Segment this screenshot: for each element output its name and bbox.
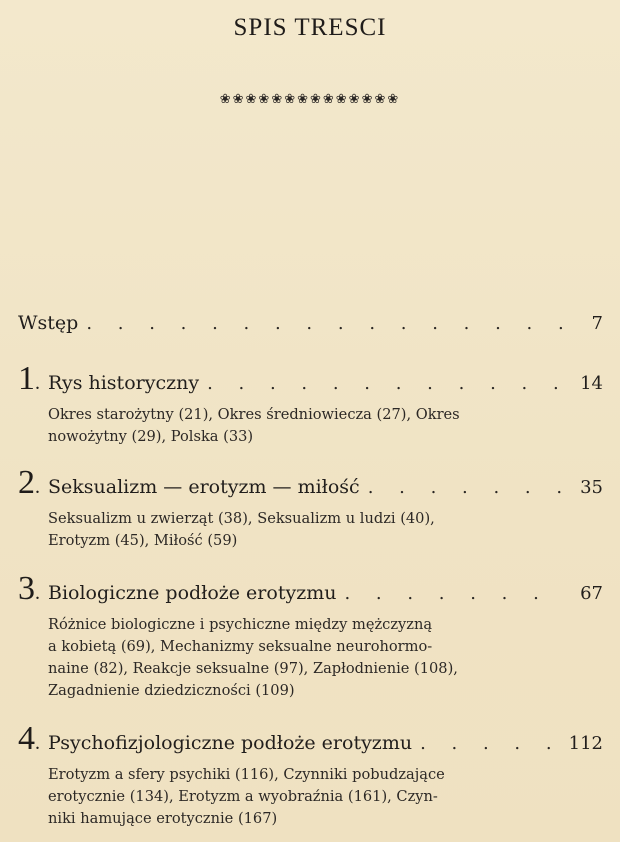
dot-leader — [207, 373, 565, 394]
chapter-number: 4. — [18, 720, 40, 757]
toc-page-number: 67 — [580, 583, 603, 604]
subsection-line: Zagadnienie dziedziczności (109) — [48, 682, 295, 699]
toc-entry-title: Psychofizjologiczne podłoże erotyzmu — [48, 732, 413, 754]
page-title: SPIS TRESCI — [233, 14, 387, 41]
subsection-line: Seksualizm u zwierząt (38), Seksualizm u ludzi (40), — [48, 510, 435, 527]
dot-leader — [344, 583, 565, 604]
subsection-list — [48, 508, 603, 552]
dot-leader — [86, 313, 565, 334]
chapter-number: 2. — [18, 464, 40, 501]
subsection-line: Okres starożytny (21), Okres średniowiecza (27), Okres — [48, 406, 460, 423]
subsection-line: Różnice biologiczne i psychiczne między mężczyzną — [48, 616, 433, 633]
toc-entry-title: Wstęp — [18, 312, 79, 334]
toc-entry-chapter-2 — [18, 466, 603, 552]
toc-page-number: 14 — [580, 373, 603, 394]
chapter-number: 3. — [18, 570, 40, 607]
subsection-line: erotycznie (134), Erotyzm a wyobraźnia (161), Czyn- — [48, 788, 438, 805]
subsection-list — [48, 614, 603, 702]
toc-page-number: 112 — [568, 733, 603, 754]
subsection-line: a kobietą (69), Mechanizmy seksualne neurohormo- — [48, 638, 433, 655]
toc-entry-chapter-4 — [18, 722, 603, 830]
subsection-line: Erotyzm a sfery psychiki (116), Czynniki pobudzające — [48, 766, 445, 783]
subsection-list — [48, 404, 603, 448]
dot-leader — [420, 733, 561, 754]
toc-entry-chapter-3 — [18, 572, 603, 702]
dot-leader — [368, 477, 565, 498]
ornament-divider: ❀❀❀❀❀❀❀❀❀❀❀❀❀❀ — [219, 92, 401, 107]
toc-entry-chapter-1 — [18, 362, 603, 448]
toc-entry-title: Seksualizm — erotyzm — miłość — [48, 476, 360, 498]
toc-page-number: 35 — [580, 477, 603, 498]
subsection-line: nowożytny (29), Polska (33) — [48, 428, 254, 445]
toc-entry-intro — [18, 312, 603, 334]
chapter-number: 1. — [18, 360, 40, 397]
subsection-list — [48, 764, 603, 830]
toc-entry-title: Rys historyczny — [48, 372, 200, 394]
subsection-line: naine (82), Reakcje seksualne (97), Zapłodnienie (108), — [48, 660, 458, 677]
toc-entry-title: Biologiczne podłoże erotyzmu — [48, 582, 337, 604]
subsection-line: Erotyzm (45), Miłość (59) — [48, 532, 238, 549]
subsection-line: niki hamujące erotycznie (167) — [48, 810, 278, 827]
toc-page-number: 7 — [591, 313, 603, 334]
